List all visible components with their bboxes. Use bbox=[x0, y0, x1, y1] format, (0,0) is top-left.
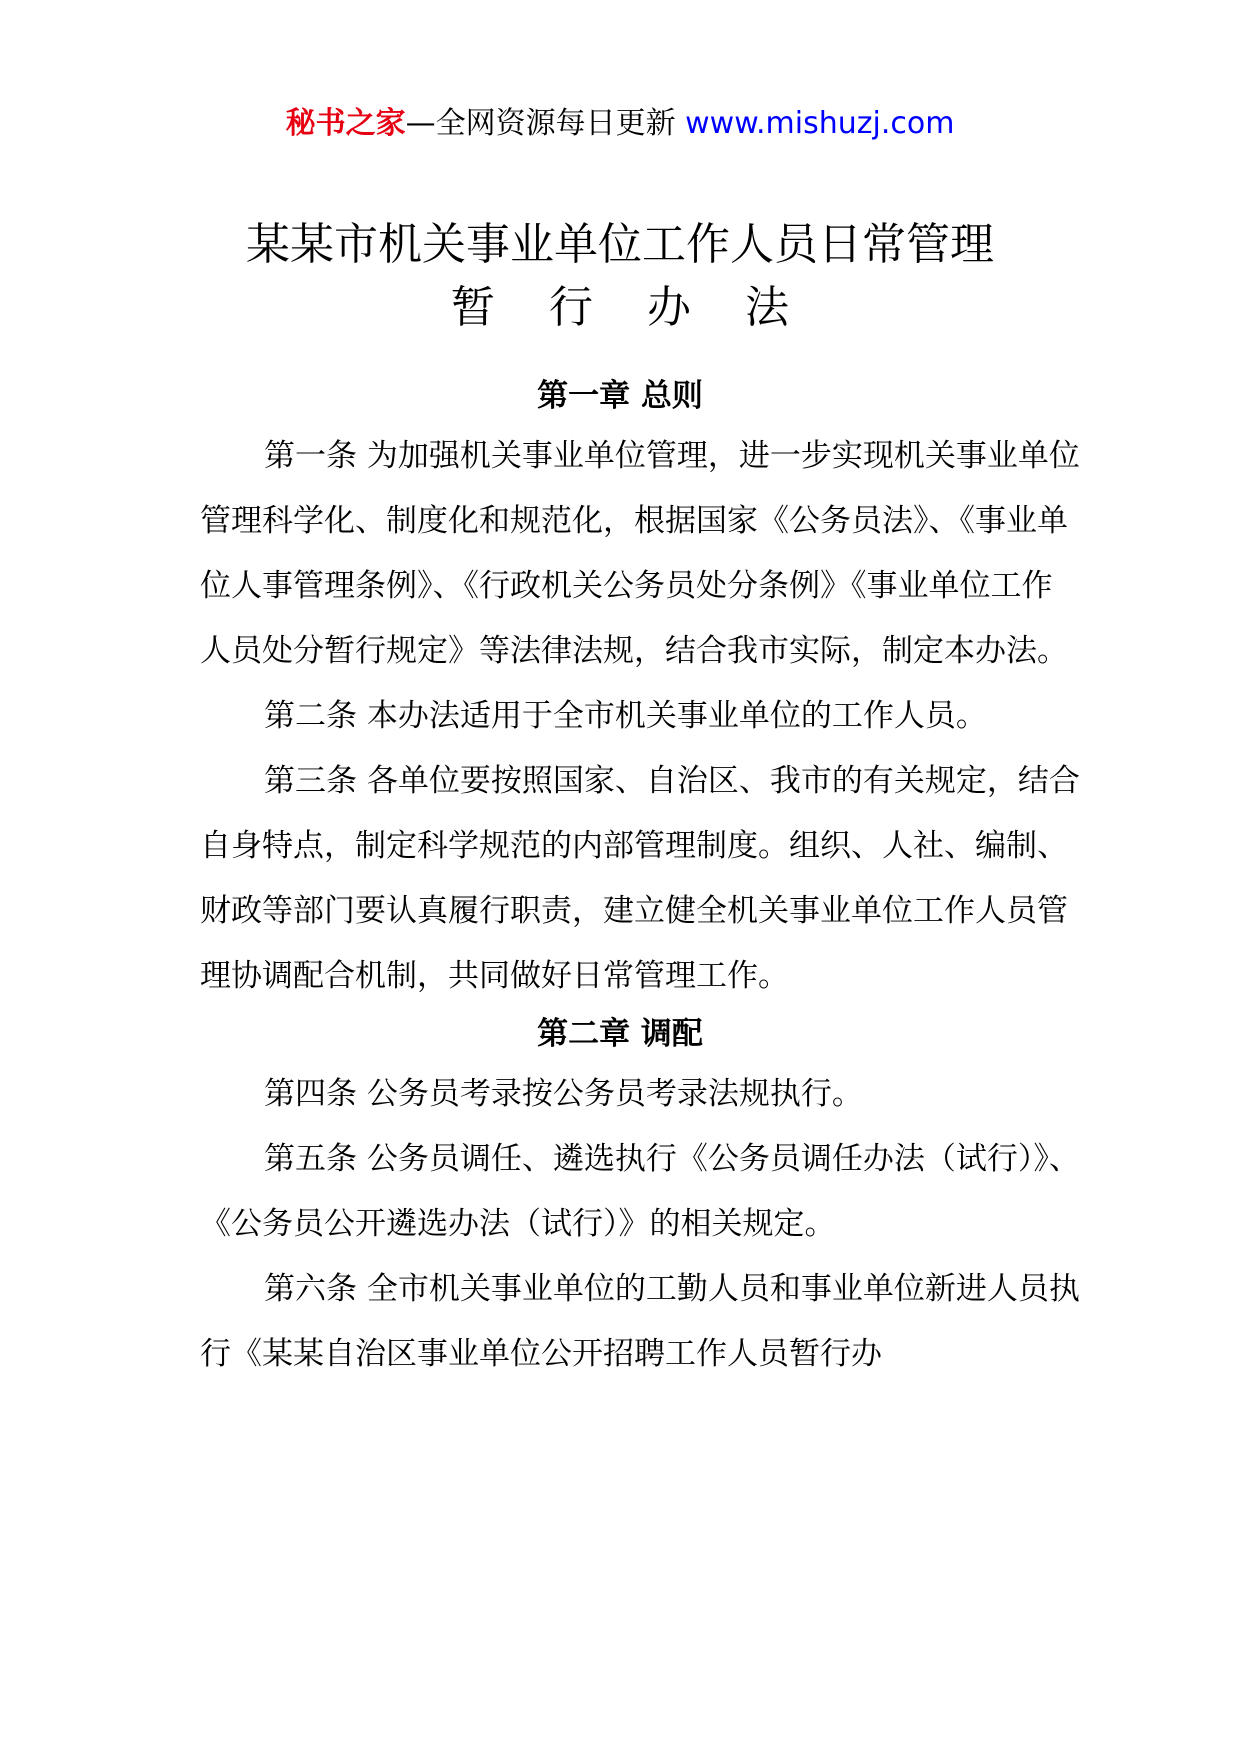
title-char: 行 bbox=[549, 282, 593, 333]
site-brand: 秘书之家 bbox=[285, 106, 406, 141]
article-6: 第六条 全市机关事业单位的工勤人员和事业单位新进人员执行《某某自治区事业单位公开招聘工作人员暂行办 bbox=[200, 1271, 1080, 1372]
chapter-heading-1: 第一章 总则 bbox=[537, 378, 703, 414]
document-title-line1: 某某市机关事业单位工作人员日常管理 bbox=[246, 219, 994, 270]
title-char: 暂 bbox=[451, 282, 495, 333]
document-title-line2 bbox=[0, 278, 1240, 338]
title-char: 法 bbox=[745, 282, 789, 333]
chapter-1-body bbox=[200, 424, 1080, 1009]
article-2: 第二条 本办法适用于全市机关事业单位的工作人员。 bbox=[264, 698, 987, 734]
article-3: 第三条 各单位要按照国家、自治区、我市的有关规定，结合自身特点，制定科学规范的内部管理制度。组织、人社、编制、财政等部门要认真履行职责，建立健全机关事业单位工作人员管理协调配合机制，共同做好日常管理工作。 bbox=[200, 763, 1080, 994]
article-4: 第四条 公务员考录按公务员考录法规执行。 bbox=[264, 1076, 863, 1112]
site-url-link[interactable]: www.mishuzj.com bbox=[685, 106, 955, 141]
title-char: 办 bbox=[647, 282, 691, 333]
chapter-heading-2: 第二章 调配 bbox=[537, 1016, 703, 1052]
site-slogan: —全网资源每日更新 bbox=[405, 106, 676, 141]
site-header bbox=[0, 102, 1240, 146]
article-1: 第一条 为加强机关事业单位管理，进一步实现机关事业单位管理科学化、制度化和规范化，根据国家《公务员法》、《事业单位人事管理条例》、《行政机关公务员处分条例》《事业单位工作人员处分暂行规定》等法律法规，结合我市实际，制定本办法。 bbox=[200, 438, 1080, 669]
article-5: 第五条 公务员调任、遴选执行《公务员调任办法（试行）》、《公务员公开遴选办法（试行）》的相关规定。 bbox=[200, 1141, 1080, 1242]
chapter-2-body bbox=[200, 1062, 1080, 1387]
